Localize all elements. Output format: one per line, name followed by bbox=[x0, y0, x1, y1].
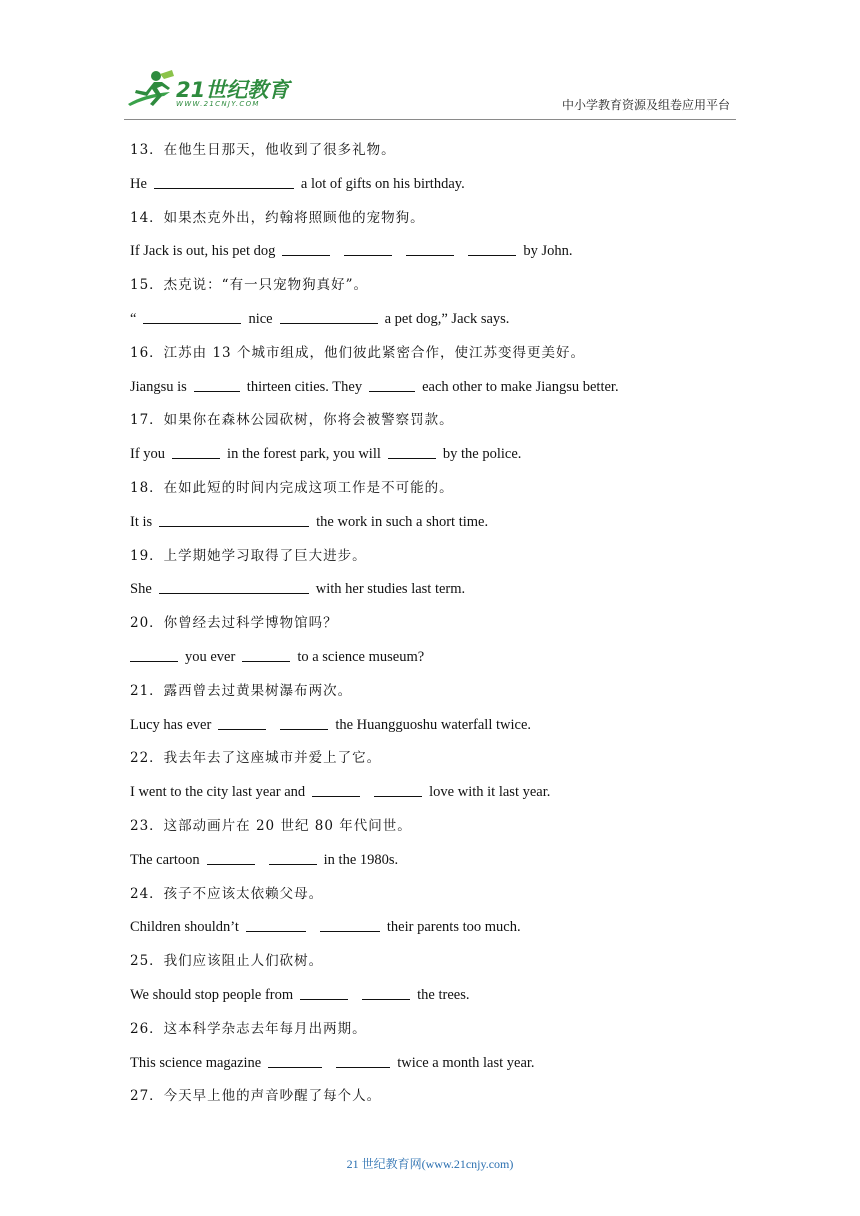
answer-blank[interactable] bbox=[344, 241, 392, 256]
answer-sentence bbox=[130, 506, 730, 540]
sentence-text: He bbox=[130, 175, 147, 192]
answer-blank[interactable] bbox=[194, 377, 240, 392]
sentence-text: you ever bbox=[185, 648, 236, 665]
question-prompt: 15．杰克说：“有一只宠物狗真好”。 bbox=[130, 277, 368, 294]
answer-sentence bbox=[130, 438, 730, 472]
sentence-text: She bbox=[130, 581, 152, 598]
answer-sentence bbox=[130, 911, 730, 945]
logo-url: WWW.21CNJY.COM bbox=[176, 100, 260, 108]
sentence-text: twice a month last year. bbox=[397, 1054, 535, 1071]
question-prompt: 24．孩子不应该太依赖父母。 bbox=[130, 885, 324, 902]
answer-blank[interactable] bbox=[268, 1053, 322, 1068]
question-prompt: 25．我们应该阻止人们砍树。 bbox=[130, 953, 324, 970]
sentence-text: with her studies last term. bbox=[315, 581, 466, 598]
answer-blank[interactable] bbox=[159, 579, 309, 594]
answer-blank[interactable] bbox=[207, 850, 255, 865]
sentence-text: the Huangguoshu waterfall twice. bbox=[335, 716, 532, 733]
sentence-text: We should stop people from bbox=[130, 986, 294, 1003]
answer-blank[interactable] bbox=[242, 647, 290, 662]
answer-blank[interactable] bbox=[312, 782, 360, 797]
answer-blank[interactable] bbox=[269, 850, 317, 865]
question-prompt: 13．在他生日那天，他收到了很多礼物。 bbox=[130, 142, 396, 158]
answer-blank[interactable] bbox=[280, 309, 378, 324]
answer-sentence bbox=[130, 776, 730, 810]
answer-blank[interactable] bbox=[172, 444, 220, 459]
header-divider bbox=[124, 119, 736, 120]
answer-blank[interactable] bbox=[154, 174, 294, 189]
sentence-text: This science magazine bbox=[130, 1054, 262, 1071]
question-list bbox=[130, 134, 730, 1114]
site-logo bbox=[124, 70, 294, 112]
answer-sentence bbox=[130, 641, 730, 675]
sentence-text: Jiangsu is bbox=[130, 378, 187, 395]
page-header bbox=[0, 0, 860, 125]
sentence-text: Lucy has ever bbox=[130, 716, 212, 733]
sentence-text: their parents too much. bbox=[386, 919, 521, 936]
answer-sentence bbox=[130, 371, 730, 405]
answer-blank[interactable] bbox=[406, 241, 454, 256]
sentence-text: “ bbox=[130, 310, 137, 327]
answer-blank[interactable] bbox=[130, 647, 178, 662]
sentence-text: each other to make Jiangsu better. bbox=[422, 378, 619, 395]
sentence-text: It is bbox=[130, 513, 153, 530]
sentence-text: I went to the city last year and bbox=[130, 784, 306, 801]
logo-text: 21世纪教育 bbox=[176, 78, 290, 102]
answer-blank[interactable] bbox=[369, 377, 415, 392]
sentence-text: a pet dog,” Jack says. bbox=[384, 310, 510, 327]
answer-sentence bbox=[130, 168, 730, 202]
question-prompt: 26．这本科学杂志去年每月出两期。 bbox=[130, 1020, 367, 1037]
answer-blank[interactable] bbox=[246, 917, 306, 932]
answer-sentence bbox=[130, 709, 730, 743]
answer-blank[interactable] bbox=[143, 309, 241, 324]
question-prompt: 20．你曾经去过科学博物馆吗？ bbox=[130, 615, 338, 632]
answer-blank[interactable] bbox=[374, 782, 422, 797]
answer-blank[interactable] bbox=[388, 444, 436, 459]
sentence-text: by the police. bbox=[442, 446, 522, 463]
sentence-text: the work in such a short time. bbox=[316, 513, 489, 530]
answer-sentence bbox=[130, 979, 730, 1013]
question-prompt: 21．露西曾去过黄果树瀑布两次。 bbox=[130, 682, 353, 699]
sentence-text: If Jack is out, his pet dog bbox=[130, 243, 276, 260]
answer-blank[interactable] bbox=[280, 715, 328, 730]
sentence-text: a lot of gifts on his birthday. bbox=[300, 175, 465, 192]
question-prompt: 17．如果你在森林公园砍树，你将会被警察罚款。 bbox=[130, 412, 454, 429]
sentence-text: to a science museum? bbox=[297, 648, 425, 665]
answer-blank[interactable] bbox=[282, 241, 330, 256]
question-prompt: 23．这部动画片在 20 世纪 80 年代问世。 bbox=[130, 817, 412, 834]
answer-blank[interactable] bbox=[320, 917, 380, 932]
question-prompt: 14．如果杰克外出，约翰将照顾他的宠物狗。 bbox=[130, 209, 425, 226]
sentence-text: in the 1980s. bbox=[323, 851, 399, 868]
sentence-text: love with it last year. bbox=[429, 784, 551, 801]
sentence-text: If you bbox=[130, 446, 166, 463]
sentence-text: Children shouldn’t bbox=[130, 919, 239, 936]
answer-blank[interactable] bbox=[218, 715, 266, 730]
runner-logo-icon bbox=[124, 70, 176, 112]
question-prompt: 16．江苏由 13 个城市组成，他们彼此紧密合作，使江苏变得更美好。 bbox=[130, 344, 585, 361]
sentence-text: nice bbox=[248, 310, 273, 327]
answer-sentence bbox=[130, 235, 730, 269]
answer-sentence bbox=[130, 1047, 730, 1081]
sentence-text: in the forest park, you will bbox=[227, 446, 381, 463]
question-prompt: 19．上学期她学习取得了巨大进步。 bbox=[130, 547, 367, 564]
question-prompt: 27．今天早上他的声音吵醒了每个人。 bbox=[130, 1088, 382, 1105]
answer-blank[interactable] bbox=[362, 985, 410, 1000]
answer-blank[interactable] bbox=[468, 241, 516, 256]
page-footer: 21 世纪教育网(www.21cnjy.com) bbox=[346, 1157, 514, 1171]
answer-sentence bbox=[130, 573, 730, 607]
platform-title: 中小学教育资源及组卷应用平台 bbox=[561, 98, 730, 112]
sentence-text: thirteen cities. They bbox=[246, 378, 363, 395]
sentence-text: the trees. bbox=[417, 986, 470, 1003]
question-prompt: 22．我去年去了这座城市并爱上了它。 bbox=[130, 750, 382, 767]
answer-sentence bbox=[130, 844, 730, 878]
answer-blank[interactable] bbox=[159, 512, 309, 527]
answer-blank[interactable] bbox=[300, 985, 348, 1000]
sentence-text: The cartoon bbox=[130, 851, 200, 868]
answer-sentence bbox=[130, 303, 730, 337]
sentence-text: by John. bbox=[523, 243, 573, 260]
answer-blank[interactable] bbox=[336, 1053, 390, 1068]
question-prompt: 18．在如此短的时间内完成这项工作是不可能的。 bbox=[130, 479, 454, 496]
